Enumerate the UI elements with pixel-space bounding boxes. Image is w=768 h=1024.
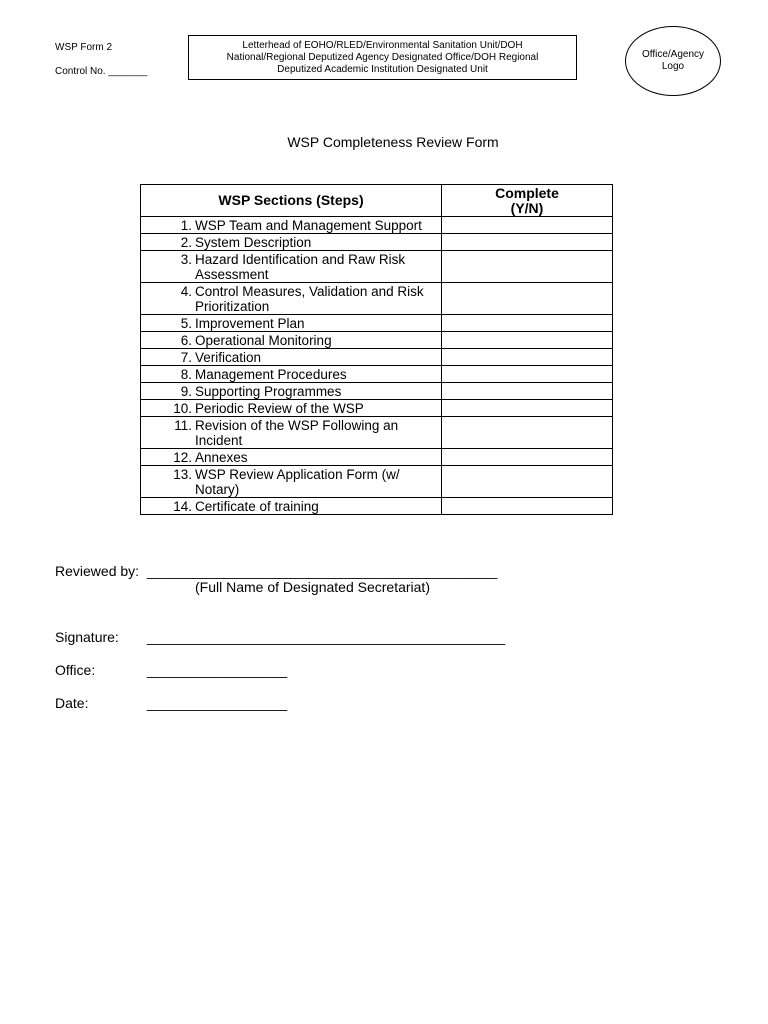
section-number: 14. bbox=[173, 499, 192, 514]
section-number: 4. bbox=[180, 284, 192, 299]
letterhead-line: National/Regional Deputized Agency Designated Office/DOH Regional bbox=[226, 52, 539, 63]
complete-cell[interactable] bbox=[442, 283, 613, 315]
section-label: Supporting Programmes bbox=[195, 384, 342, 399]
section-number: 9. bbox=[180, 384, 192, 399]
section-cell bbox=[141, 417, 442, 449]
table-row bbox=[141, 449, 613, 466]
control-number: Control No. _______ bbox=[55, 66, 148, 77]
section-number: 6. bbox=[180, 333, 192, 348]
section-cell bbox=[141, 449, 442, 466]
date-line[interactable]: __________________ bbox=[147, 695, 288, 711]
signature-label: Signature: bbox=[55, 629, 119, 645]
table-row bbox=[141, 417, 613, 449]
section-label: Operational Monitoring bbox=[195, 333, 332, 348]
section-label: Annexes bbox=[195, 450, 248, 465]
form-number: WSP Form 2 bbox=[55, 42, 113, 53]
complete-header-line: Complete bbox=[495, 184, 559, 201]
section-label: WSP Team and Management Support bbox=[195, 218, 422, 233]
section-label: Management Procedures bbox=[195, 367, 347, 382]
section-item bbox=[141, 349, 441, 365]
section-label: Hazard Identification and Raw Risk Assessment bbox=[195, 252, 406, 282]
section-item bbox=[141, 498, 441, 514]
table-row bbox=[141, 283, 613, 315]
section-item bbox=[141, 234, 441, 250]
section-number: 1. bbox=[180, 218, 192, 233]
section-number: 10. bbox=[173, 401, 192, 416]
section-item bbox=[141, 366, 441, 382]
logo-line: Office/Agency bbox=[641, 49, 705, 60]
table-row bbox=[141, 251, 613, 283]
section-item bbox=[141, 449, 441, 465]
table-row bbox=[141, 466, 613, 498]
complete-cell[interactable] bbox=[442, 466, 613, 498]
section-label: Certificate of training bbox=[195, 499, 319, 514]
section-cell bbox=[141, 332, 442, 349]
office-line[interactable]: __________________ bbox=[147, 662, 288, 678]
table-row bbox=[141, 349, 613, 366]
page-title: WSP Completeness Review Form bbox=[287, 134, 499, 150]
reviewed-by-line[interactable]: _____________________________________________ bbox=[147, 563, 498, 579]
section-cell bbox=[141, 498, 442, 515]
review-table bbox=[140, 184, 613, 515]
section-number: 8. bbox=[180, 367, 192, 382]
table-row bbox=[141, 366, 613, 383]
complete-cell[interactable] bbox=[442, 217, 613, 234]
table-header-row bbox=[141, 185, 613, 217]
letterhead-box bbox=[188, 35, 577, 80]
section-item bbox=[141, 400, 441, 416]
complete-cell[interactable] bbox=[442, 400, 613, 417]
section-item bbox=[141, 383, 441, 399]
section-cell bbox=[141, 234, 442, 251]
table-row bbox=[141, 332, 613, 349]
section-cell bbox=[141, 466, 442, 498]
table-row bbox=[141, 315, 613, 332]
table-row bbox=[141, 217, 613, 234]
reviewed-by-hint: (Full Name of Designated Secretariat) bbox=[195, 579, 430, 595]
section-label: Improvement Plan bbox=[195, 316, 305, 331]
complete-cell[interactable] bbox=[442, 251, 613, 283]
complete-cell[interactable] bbox=[442, 234, 613, 251]
reviewed-by-label: Reviewed by: bbox=[55, 563, 140, 579]
section-cell bbox=[141, 283, 442, 315]
section-item bbox=[141, 283, 441, 314]
complete-cell[interactable] bbox=[442, 366, 613, 383]
section-cell bbox=[141, 349, 442, 366]
complete-cell[interactable] bbox=[442, 449, 613, 466]
section-number: 5. bbox=[180, 316, 192, 331]
letterhead-line: Deputized Academic Institution Designated Unit bbox=[277, 64, 488, 75]
section-item bbox=[141, 332, 441, 348]
logo-placeholder bbox=[625, 26, 721, 96]
section-label: Verification bbox=[195, 350, 262, 365]
section-number: 12. bbox=[173, 450, 192, 465]
section-number: 13. bbox=[173, 467, 192, 482]
complete-cell[interactable] bbox=[442, 383, 613, 400]
section-cell bbox=[141, 366, 442, 383]
section-number: 3. bbox=[180, 252, 192, 267]
complete-cell[interactable] bbox=[442, 349, 613, 366]
complete-cell[interactable] bbox=[442, 498, 613, 515]
section-number: 11. bbox=[174, 418, 192, 433]
complete-cell[interactable] bbox=[442, 332, 613, 349]
complete-cell[interactable] bbox=[442, 315, 613, 332]
section-cell bbox=[141, 400, 442, 417]
section-label: Control Measures, Validation and Risk Prioritization bbox=[195, 284, 424, 314]
complete-column-header bbox=[442, 185, 613, 217]
table-row bbox=[141, 234, 613, 251]
section-item bbox=[141, 251, 441, 282]
section-cell bbox=[141, 251, 442, 283]
section-label: WSP Review Application Form (w/ Notary) bbox=[195, 467, 400, 497]
table-row bbox=[141, 383, 613, 400]
table-row bbox=[141, 400, 613, 417]
section-cell bbox=[141, 217, 442, 234]
table-body bbox=[141, 217, 613, 515]
complete-cell[interactable] bbox=[442, 417, 613, 449]
section-label: System Description bbox=[195, 235, 312, 250]
section-item bbox=[141, 315, 441, 331]
complete-header-line: (Y/N) bbox=[510, 199, 544, 216]
section-number: 2. bbox=[180, 235, 192, 250]
logo-line: Logo bbox=[661, 61, 685, 72]
section-label: Revision of the WSP Following an Incident bbox=[195, 418, 399, 448]
section-item bbox=[141, 417, 441, 448]
office-label: Office: bbox=[55, 662, 96, 678]
section-cell bbox=[141, 383, 442, 400]
section-cell bbox=[141, 315, 442, 332]
section-number: 7. bbox=[180, 350, 192, 365]
date-label: Date: bbox=[55, 695, 89, 711]
section-item bbox=[141, 466, 441, 497]
signature-line[interactable]: ______________________________________________ bbox=[147, 629, 506, 645]
section-item bbox=[141, 217, 441, 233]
section-label: Periodic Review of the WSP bbox=[195, 401, 364, 416]
sections-column-header: WSP Sections (Steps) bbox=[141, 185, 442, 217]
letterhead-line: Letterhead of EOHO/RLED/Environmental Sanitation Unit/DOH bbox=[242, 40, 523, 51]
table-row bbox=[141, 498, 613, 515]
